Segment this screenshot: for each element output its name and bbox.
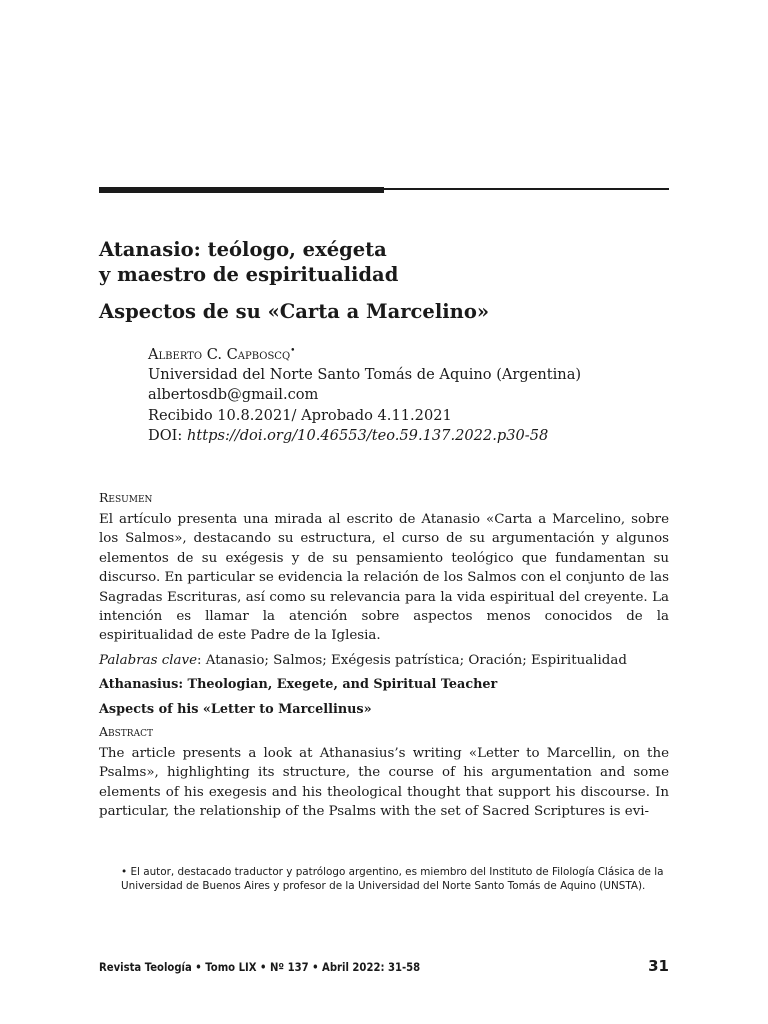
header-rule-thin (384, 188, 669, 190)
article-title-block (99, 237, 669, 324)
footnote-text-block (99, 866, 669, 893)
article-title-line-2: y maestro de espiritualidad (99, 263, 399, 286)
doi-line (148, 426, 668, 446)
abstract-heading: Abstract (99, 724, 153, 740)
doi-link[interactable]: https://doi.org/10.46553/teo.59.137.2022.p30-58 (187, 426, 549, 444)
abstract-text: The article presents a look at Athanasius’s writing «Letter to Marcellin, on the Psalms», highlighting its structure, the course of his argumentation and some elements of his exegesis and his theological thought that support his discourse. In particular, the relationship of the Psalms with the set of Sacred Scriptures is evi- (99, 746, 669, 820)
journal-citation: Revista Teología • Tomo LIX • Nº 137 • Abril 2022: 31-58 (99, 961, 421, 974)
article-body (99, 489, 669, 822)
author-block (148, 345, 668, 446)
resumen-heading: Resumen (99, 490, 153, 505)
author-name: Alberto C. Capboscq (148, 346, 291, 363)
author-line (148, 345, 668, 365)
footnote-text: El autor, destacado traductor y patrólogo argentino, es miembro del Instituto de Filología Clásica de la Universidad de Buenos Aires y profesor de la Universidad del Norte Santo Tomás de Aquino (UNSTA). (121, 866, 664, 892)
header-rule-thick (99, 187, 384, 193)
article-dates: Recibido 10.8.2021/ Aprobado 4.11.2021 (148, 406, 452, 424)
author-footnote-mark[interactable]: • (290, 346, 296, 356)
keywords-list: : Atanasio; Salmos; Exégesis patrística; Oración; Espiritualidad (197, 652, 627, 668)
footnote-mark: • (121, 866, 128, 878)
resumen-text: El artículo presenta una mirada al escrito de Atanasio «Carta a Marcelino, sobre los Salmos», destacando su estructura, el curso de su argumentación y algunos elementos de su exégesis y de su pensamiento teológico que fundamentan su discurso. En particular se evidencia la relación de los Salmos con el conjunto de las Sagradas Escrituras, así como su relevancia para la vida espiritual del creyente. La intención es llamar la atención sobre aspectos menos conocidos de la espiritualidad de este Padre de la Iglesia. (99, 512, 669, 644)
author-affiliation: Universidad del Norte Santo Tomás de Aquino (Argentina) (148, 366, 582, 384)
english-title: Athanasius: Theologian, Exegete, and Spiritual Teacher (99, 677, 498, 693)
english-subtitle: Aspects of his «Letter to Marcellinus» (99, 701, 372, 717)
doi-label: DOI: (148, 426, 187, 444)
keywords-line (99, 651, 669, 670)
page-number: 31 (648, 957, 669, 975)
article-title-line-1: Atanasio: teólogo, exégeta (99, 238, 387, 261)
footnote (99, 866, 669, 893)
keywords-label: Palabras clave (99, 652, 197, 668)
article-subtitle: Aspectos de su «Carta a Marcelino» (99, 300, 490, 323)
author-email[interactable]: albertosdb@gmail.com (148, 386, 319, 404)
